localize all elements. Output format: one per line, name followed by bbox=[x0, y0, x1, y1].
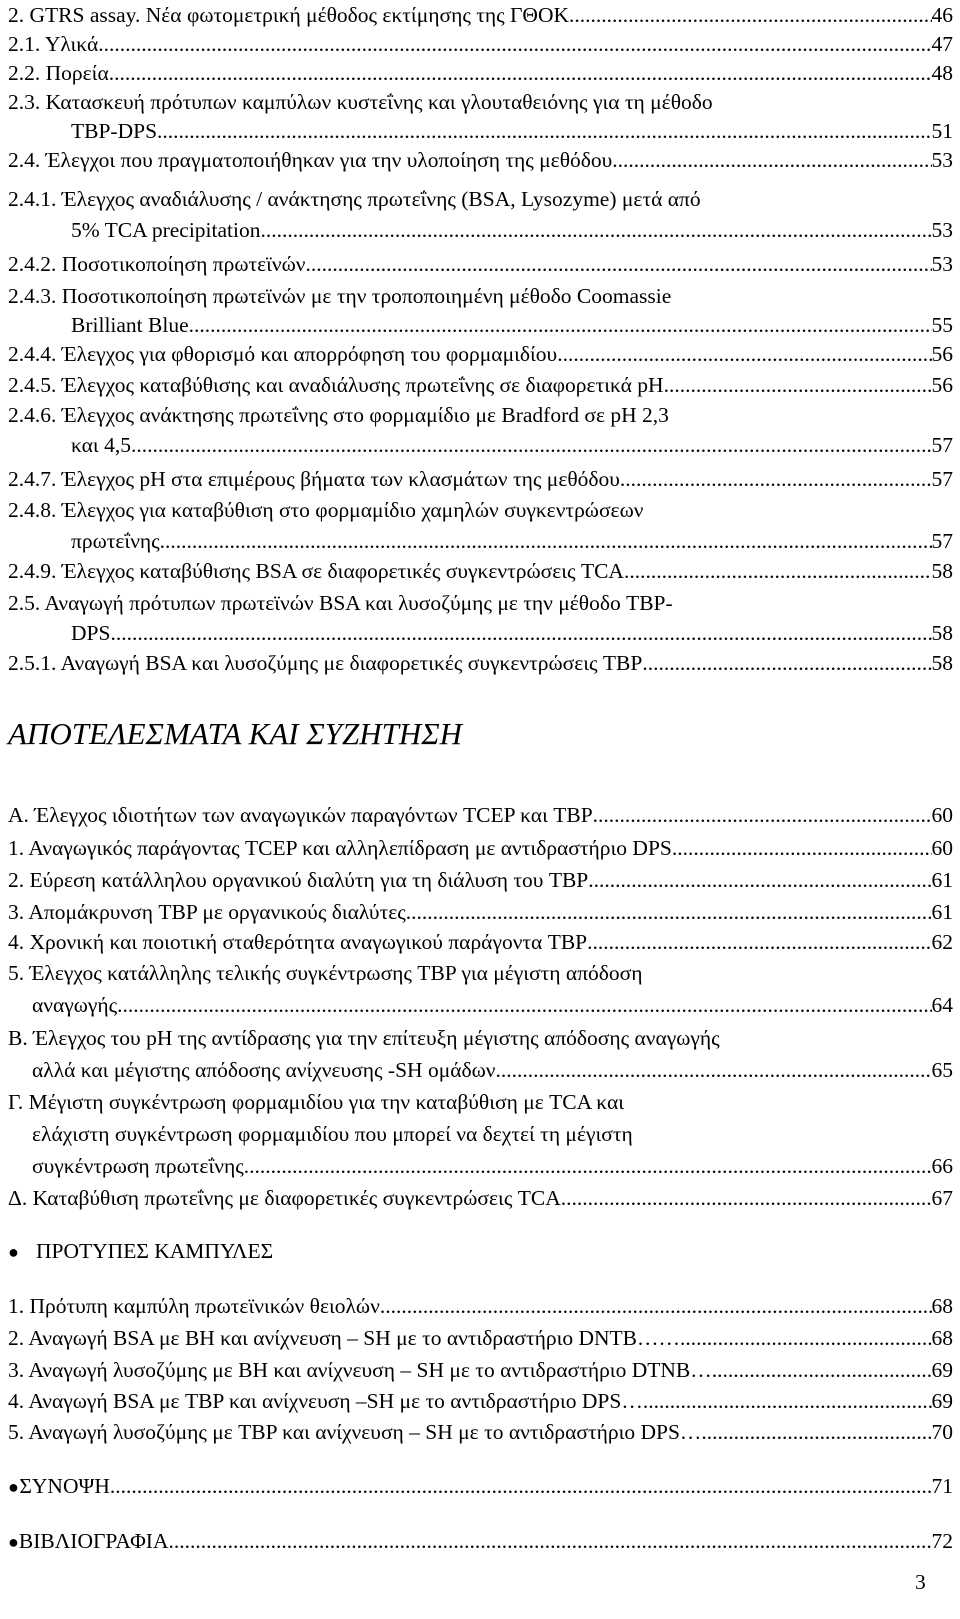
toc-leader bbox=[160, 527, 932, 555]
toc-entry-title: B. Έλεγχος του pH της αντίδρασης για την επίτευξη μέγιστης απόδοσης αναγωγής bbox=[8, 1026, 720, 1050]
toc-page-number: 56 bbox=[931, 373, 953, 397]
toc-entry-title: 2.5. Αναγωγή πρότυπων πρωτεϊνών BSA και λυσοζύμης με την μέθοδο TBP- bbox=[8, 591, 673, 615]
toc-entry-title: 2.4.8. Έλεγχος για καταβύθιση στο φορμαμίδιο χαμηλών συγκεντρώσεων bbox=[8, 498, 644, 522]
toc-page-number: 58 bbox=[931, 651, 953, 675]
toc-entry-title: αναγωγής bbox=[32, 993, 118, 1017]
toc-leader bbox=[406, 898, 932, 926]
toc-entry-title: και 4,5 bbox=[71, 433, 131, 457]
toc-leader bbox=[701, 1418, 931, 1446]
toc-entry-title: 2.4.5. Έλεγχος καταβύθισης και αναδιάλυσης πρωτεΐνης σε διαφορετικά pH bbox=[8, 373, 664, 397]
toc-entry-title: DPS bbox=[71, 621, 111, 645]
toc-entry-title: πρωτεΐνης bbox=[71, 529, 160, 553]
toc-entry-summary[interactable] bbox=[8, 1472, 953, 1500]
toc-leader bbox=[168, 1527, 931, 1555]
toc-entry-title: 2.4.1. Έλεγχος αναδιάλυσης / ανάκτησης πρωτεΐνης (BSA, Lysozyme) μετά από bbox=[8, 187, 701, 211]
toc-leader bbox=[664, 371, 932, 399]
toc-entry[interactable] bbox=[8, 340, 953, 368]
toc-page-number: 53 bbox=[931, 218, 953, 242]
toc-entry-title: 4. Αναγωγή BSA με TBP και ανίχνευση –SH με το αντιδραστήριο DPS… bbox=[8, 1389, 643, 1413]
toc-leader bbox=[620, 465, 932, 493]
toc-page-number: 69 bbox=[931, 1389, 953, 1413]
toc-leader bbox=[110, 1472, 932, 1500]
toc-entry[interactable] bbox=[8, 465, 953, 493]
toc-entry[interactable] bbox=[8, 371, 953, 399]
toc-entry-title: Γ. Μέγιστη συγκέντρωση φορμαμιδίου για την καταβύθιση με TCA και bbox=[8, 1090, 625, 1114]
page-number: 3 bbox=[915, 1570, 926, 1594]
toc-entry-title: ελάχιστη συγκέντρωση φορμαμιδίου που μπορεί να δεχτεί τη μέγιστη bbox=[32, 1122, 633, 1146]
toc-entry[interactable] bbox=[8, 1, 953, 29]
toc-entry-title: 2.4.6. Έλεγχος ανάκτησης πρωτεΐνης στο φορμαμίδιο με Bradford σε pH 2,3 bbox=[8, 403, 669, 427]
toc-page-number: 48 bbox=[931, 61, 953, 85]
toc-leader bbox=[496, 1056, 932, 1084]
toc-entry-title: Brilliant Blue bbox=[71, 313, 189, 337]
toc-page-number: 62 bbox=[931, 930, 953, 954]
toc-page-number: 70 bbox=[931, 1420, 953, 1444]
toc-page-number: 57 bbox=[931, 433, 953, 457]
toc-page-number: 58 bbox=[931, 559, 953, 583]
toc-entry[interactable] bbox=[71, 311, 953, 339]
toc-entry[interactable] bbox=[8, 801, 953, 829]
toc-leader bbox=[131, 431, 932, 459]
toc-entry[interactable] bbox=[8, 250, 953, 278]
section-heading: ΑΠΟΤΕΛΕΣΜΑΤΑ ΚΑΙ ΣΥΖΗΤΗΣΗ bbox=[8, 716, 463, 751]
toc-leader bbox=[306, 250, 932, 278]
toc-entry-title: 2. GTRS assay. Νέα φωτομετρική μέθοδος εκτίμησης της ΓΘΟΚ bbox=[8, 3, 569, 27]
toc-entry[interactable] bbox=[8, 59, 953, 87]
toc-entry-title: 4. Χρονική και ποιοτική σταθερότητα αναγωγικού παράγοντα TBP bbox=[8, 930, 588, 954]
toc-entry[interactable] bbox=[8, 557, 953, 585]
toc-entry-title: 1. Αναγωγικός παράγοντας TCEP και αλληλεπίδραση με αντιδραστήριο DPS bbox=[8, 836, 672, 860]
toc-leader bbox=[680, 1324, 931, 1352]
toc-entry[interactable] bbox=[71, 216, 953, 244]
toc-entry-line bbox=[8, 589, 953, 617]
toc-entry-title: ΣΥΝΟΨΗ bbox=[19, 1474, 110, 1498]
toc-entry-title: Δ. Καταβύθιση πρωτεΐνης με διαφορετικές συγκεντρώσεις TCA bbox=[8, 1186, 561, 1210]
toc-leader bbox=[593, 801, 932, 829]
toc-entry-title: 2.3. Κατασκευή πρότυπων καμπύλων κυστεΐνης και γλουταθειόνης για τη μέθοδο bbox=[8, 90, 713, 114]
toc-entry-title: 2.2. Πορεία bbox=[8, 61, 109, 85]
toc-entry[interactable] bbox=[8, 1184, 953, 1212]
toc-leader bbox=[588, 866, 931, 894]
toc-entry-title: A. Έλεγχος ιδιοτήτων των αναγωγικών παραγόντων TCEP και TBP bbox=[8, 803, 593, 827]
toc-page-number: 53 bbox=[931, 252, 953, 276]
toc-page-number: 71 bbox=[931, 1474, 953, 1498]
toc-entry-title: 2.4.7. Έλεγχος pH στα επιμέρους βήματα των κλασμάτων της μεθόδου bbox=[8, 467, 620, 491]
toc-page-number: 57 bbox=[931, 467, 953, 491]
toc-entry-line bbox=[32, 1120, 960, 1148]
toc-entry-title: 5% TCA precipitation bbox=[71, 218, 261, 242]
toc-entry-title: αλλά και μέγιστης απόδοσης ανίχνευσης -SH ομάδων bbox=[32, 1058, 496, 1082]
toc-entry-title: 2.1. Υλικά bbox=[8, 32, 99, 56]
toc-leader bbox=[642, 649, 931, 677]
toc-page-number: 61 bbox=[931, 900, 953, 924]
toc-entry[interactable] bbox=[8, 1418, 953, 1446]
curves-heading-label: ΠΡΟΤΥΠΕΣ ΚΑΜΠΥΛΕΣ bbox=[36, 1239, 274, 1263]
toc-leader bbox=[723, 1356, 932, 1384]
toc-entry-title: 2.4. Έλεγχοι που πραγματοποιήθηκαν για την υλοποίηση της μεθόδου bbox=[8, 148, 613, 172]
toc-entry[interactable] bbox=[8, 146, 953, 174]
toc-entry-title: 5. Αναγωγή λυσοζύμης με TBP και ανίχνευση – SH με το αντιδραστήριο DPS… bbox=[8, 1420, 702, 1444]
toc-entry[interactable] bbox=[8, 866, 953, 894]
toc-entry-line bbox=[8, 1088, 953, 1116]
toc-leader bbox=[557, 340, 931, 368]
bullet-icon: ● bbox=[8, 1242, 19, 1262]
toc-entry-line bbox=[8, 496, 953, 524]
toc-entry[interactable] bbox=[71, 117, 953, 145]
toc-leader bbox=[612, 146, 931, 174]
toc-page-number: 69 bbox=[931, 1358, 953, 1382]
toc-page-number: 58 bbox=[931, 621, 953, 645]
toc-entry[interactable] bbox=[32, 1056, 953, 1084]
toc-entry-line bbox=[8, 282, 953, 310]
toc-leader bbox=[643, 1387, 932, 1415]
toc-entry[interactable] bbox=[8, 30, 953, 58]
toc-entry[interactable] bbox=[8, 1292, 953, 1320]
toc-page-number: 68 bbox=[931, 1326, 953, 1350]
toc-leader bbox=[561, 1184, 932, 1212]
toc-entry-title: ΒΙΒΛΙΟΓΡΑΦΙΑ bbox=[18, 1529, 169, 1553]
toc-leader bbox=[157, 117, 931, 145]
toc-page-number: 53 bbox=[931, 148, 953, 172]
toc-leader bbox=[380, 1292, 932, 1320]
toc-entry-title: 5. Έλεγχος κατάλληλης τελικής συγκέντρωσης TBP για μέγιστη απόδοση bbox=[8, 961, 643, 985]
toc-page-number: 51 bbox=[931, 119, 953, 143]
toc-entry-title: 2.4.3. Ποσοτικοποίηση πρωτεϊνών με την τροποποιημένη μέθοδο Coomassie bbox=[8, 284, 672, 308]
toc-page-number: 60 bbox=[931, 803, 953, 827]
toc-page-number: 72 bbox=[931, 1529, 953, 1553]
toc-page-number: 68 bbox=[931, 1294, 953, 1318]
toc-entry[interactable] bbox=[8, 649, 953, 677]
toc-entry-line bbox=[8, 401, 953, 429]
toc-page-number: 66 bbox=[931, 1154, 953, 1178]
toc-page-number: 61 bbox=[931, 868, 953, 892]
toc-leader bbox=[587, 928, 931, 956]
toc-leader bbox=[244, 1152, 932, 1180]
toc-entry-line bbox=[8, 1024, 953, 1052]
curves-heading bbox=[8, 1237, 953, 1265]
toc-entry[interactable] bbox=[71, 619, 953, 647]
toc-entry-line bbox=[8, 959, 953, 987]
toc-entry[interactable] bbox=[71, 527, 953, 555]
toc-entry[interactable] bbox=[8, 1324, 953, 1352]
toc-entry[interactable] bbox=[8, 1356, 953, 1384]
bullet-icon: ● bbox=[8, 1532, 19, 1552]
toc-page-number: 60 bbox=[931, 836, 953, 860]
toc-page-number: 56 bbox=[931, 342, 953, 366]
toc-page-number: 46 bbox=[931, 3, 953, 27]
toc-entry[interactable] bbox=[8, 928, 953, 956]
toc-entry-title: 2.4.2. Ποσοτικοποίηση πρωτεϊνών bbox=[8, 252, 306, 276]
toc-entry[interactable] bbox=[8, 1387, 953, 1415]
toc-entry-title: TBP-DPS bbox=[71, 119, 158, 143]
toc-entry-title: 2.4.9. Έλεγχος καταβύθισης BSA σε διαφορετικές συγκεντρώσεις TCA bbox=[8, 559, 624, 583]
toc-leader bbox=[261, 216, 932, 244]
toc-entry[interactable] bbox=[8, 898, 953, 926]
toc-leader bbox=[110, 619, 931, 647]
toc-entry-title: 2. Εύρεση κατάλληλου οργανικού διαλύτη για τη διάλυση του TBP bbox=[8, 868, 589, 892]
toc-leader bbox=[117, 991, 931, 1019]
toc-page-number: 67 bbox=[931, 1186, 953, 1210]
toc-page-number: 65 bbox=[931, 1058, 953, 1082]
toc-entry-title: συγκέντρωση πρωτεΐνης bbox=[32, 1154, 244, 1178]
toc-leader bbox=[624, 557, 932, 585]
toc-entry-title: 2.5.1. Αναγωγή BSA και λυσοζύμης με διαφορετικές συγκεντρώσεις TBP bbox=[8, 651, 643, 675]
toc-entry[interactable] bbox=[32, 1152, 953, 1180]
toc-leader bbox=[189, 311, 932, 339]
toc-entry-line bbox=[8, 88, 953, 116]
toc-entry-bibliography[interactable] bbox=[8, 1527, 953, 1555]
toc-page-number: 57 bbox=[931, 529, 953, 553]
toc-entry-title: 3. Αναγωγή λυσοζύμης με BH και ανίχνευση – SH με το αντιδραστήριο DTNB….. bbox=[8, 1358, 723, 1382]
toc-entry[interactable] bbox=[71, 431, 953, 459]
toc-leader bbox=[98, 30, 931, 58]
toc-entry-title: 2.4.4. Έλεγχος για φθορισμό και απορρόφηση του φορμαμιδίου bbox=[8, 342, 558, 366]
toc-page-number: 47 bbox=[931, 32, 953, 56]
toc-page-number: 64 bbox=[931, 993, 953, 1017]
toc-entry-line bbox=[8, 185, 953, 213]
toc-entry-title: 2. Αναγωγή BSA με BH και ανίχνευση – SH με το αντιδραστήριο DNTB…… bbox=[8, 1326, 681, 1350]
toc-leader bbox=[109, 59, 932, 87]
toc-leader bbox=[569, 1, 932, 29]
toc-page-number: 55 bbox=[931, 313, 953, 337]
toc-leader bbox=[672, 834, 932, 862]
toc-entry-title: 3. Απομάκρυνση TBP με οργανικούς διαλύτες bbox=[8, 900, 406, 924]
toc-entry[interactable] bbox=[32, 991, 953, 1019]
toc-entry[interactable] bbox=[8, 834, 953, 862]
bullet-icon: ● bbox=[8, 1477, 19, 1497]
toc-entry-title: 1. Πρότυπη καμπύλη πρωτεϊνικών θειολών bbox=[8, 1294, 380, 1318]
